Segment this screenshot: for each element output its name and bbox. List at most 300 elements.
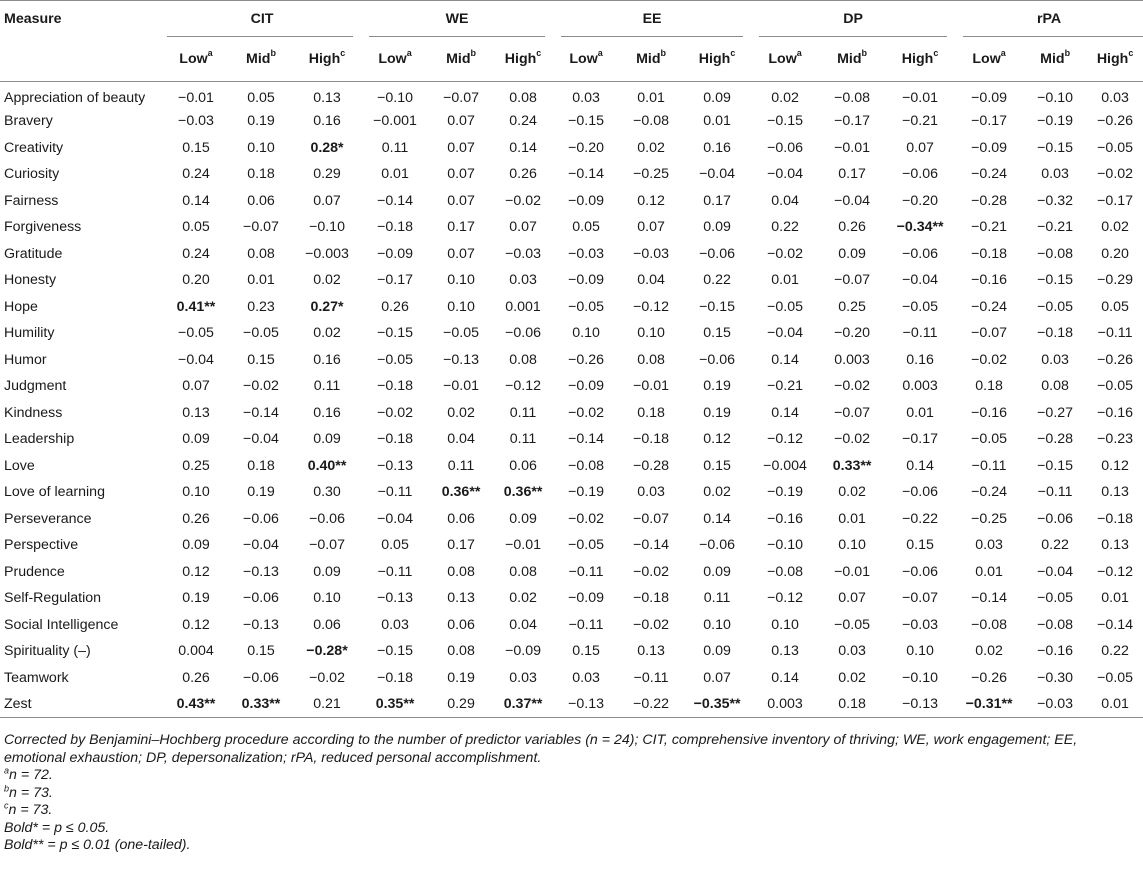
cell-value: 0.12 (703, 431, 731, 448)
cell-value: −0.12 (767, 431, 804, 448)
row-label: Fairness (4, 192, 59, 209)
cell-value: −0.06 (699, 245, 736, 262)
table-row (0, 347, 1143, 374)
cell-value: 0.10 (637, 325, 665, 342)
cell-value: −0.18 (1037, 325, 1074, 342)
cell-value: 0.05 (381, 537, 409, 554)
table-row (0, 612, 1143, 639)
cell-value: −0.23 (1097, 431, 1134, 448)
row-label: Love of learning (4, 484, 105, 501)
cell-value: 0.33** (832, 457, 872, 474)
cell-value: 0.09 (182, 537, 210, 554)
cell-value: 0.10 (771, 616, 799, 633)
cell-value: −0.06 (902, 166, 939, 183)
cell-value: −0.02 (633, 563, 670, 580)
cell-value: −0.12 (767, 590, 804, 607)
group-underline (561, 36, 743, 37)
cell-value: −0.16 (971, 404, 1008, 421)
cell-value: 0.13 (1101, 537, 1129, 554)
cell-value: 0.05 (182, 219, 210, 236)
cell-value: −0.05 (1097, 378, 1134, 395)
cell-value: −0.12 (633, 298, 670, 315)
cell-value: −0.04 (767, 166, 804, 183)
cell-value: −0.02 (971, 351, 1008, 368)
row-label: Curiosity (4, 166, 60, 183)
cell-value: −0.11 (633, 669, 669, 686)
cell-value: −0.14 (1097, 616, 1134, 633)
cell-value: 0.12 (1101, 457, 1129, 474)
cell-value: 0.14 (509, 139, 537, 156)
cell-value: −0.08 (1037, 245, 1074, 262)
cell-value: −0.03 (633, 245, 670, 262)
cell-value: −0.02 (834, 431, 871, 448)
cell-value: −0.02 (377, 404, 413, 421)
cell-value: −0.11 (971, 457, 1007, 474)
cell-value: 0.16 (906, 351, 934, 368)
cell-value: 0.07 (447, 113, 475, 130)
cell-value: 0.21 (313, 696, 341, 712)
cell-value: −0.11 (568, 563, 604, 580)
cell-value: 0.01 (637, 90, 665, 106)
cell-value: −0.09 (971, 90, 1008, 106)
cell-value: −0.17 (834, 113, 871, 130)
row-label: Perseverance (4, 510, 92, 527)
subheader-dp-low: Low$^a$ (768, 48, 802, 67)
cell-value: −0.10 (767, 537, 804, 554)
cell-value: −0.07 (633, 510, 670, 527)
cell-value: 0.43** (176, 696, 216, 712)
row-label: Self-Regulation (4, 590, 102, 607)
cell-value: −0.06 (243, 669, 279, 686)
cell-value: 0.11 (509, 404, 537, 421)
cell-value: 0.13 (182, 404, 210, 421)
row-label: Zest (4, 696, 32, 712)
cell-value: −0.03 (505, 245, 541, 262)
cell-value: −0.26 (1097, 113, 1134, 130)
cell-value: 0.03 (1101, 90, 1129, 106)
cell-value: 0.10 (313, 590, 341, 607)
table-row (0, 691, 1143, 718)
header-group-label: rPA (1037, 11, 1062, 27)
subheader-rpa-mid: Mid$^b$ (1040, 48, 1071, 67)
cell-value: −0.26 (1097, 351, 1134, 368)
cell-value: 0.03 (637, 484, 665, 501)
cell-value: −0.16 (971, 272, 1008, 289)
cell-value: −0.04 (699, 166, 736, 183)
cell-value: −0.03 (1037, 696, 1074, 712)
cell-value: 0.14 (703, 510, 731, 527)
table-row (0, 585, 1143, 612)
subheader-rpa-high: High$^c$ (1096, 48, 1134, 67)
cell-value: 0.01 (381, 166, 409, 183)
footnote-bold-01: Bold** = p ≤ 0.01 (one-tailed). (4, 837, 191, 853)
cell-value: −0.25 (633, 166, 670, 183)
cell-value: −0.15 (377, 643, 413, 660)
cell-value: −0.06 (902, 484, 939, 501)
cell-value: 0.03 (975, 537, 1003, 554)
cell-value: −0.08 (1037, 616, 1074, 633)
cell-value: 0.18 (247, 166, 275, 183)
cell-value: −0.05 (178, 325, 214, 342)
cell-value: 0.17 (838, 166, 866, 183)
cell-value: −0.04 (243, 431, 279, 448)
cell-value: −0.05 (377, 351, 413, 368)
cell-value: −0.13 (243, 563, 279, 580)
cell-value: −0.15 (568, 113, 605, 130)
cell-value: 0.11 (509, 431, 537, 448)
cell-value: 0.03 (509, 272, 537, 289)
subheader-cit-low: Low$^a$ (179, 48, 213, 67)
cell-value: 0.13 (1101, 484, 1129, 501)
cell-value: 0.08 (1041, 378, 1069, 395)
cell-value: 0.26 (381, 298, 409, 315)
cell-value: 0.02 (313, 325, 341, 342)
cell-value: 0.02 (838, 669, 866, 686)
cell-value: −0.07 (834, 272, 871, 289)
cell-value: −0.11 (377, 563, 413, 580)
cell-value: −0.34** (896, 219, 944, 236)
cell-value: −0.04 (767, 325, 804, 342)
cell-value: −0.13 (902, 696, 939, 712)
cell-value: 0.03 (838, 643, 866, 660)
cell-value: −0.19 (767, 484, 804, 501)
cell-value: 0.08 (509, 563, 537, 580)
cell-value: −0.14 (377, 192, 413, 209)
cell-value: −0.14 (971, 590, 1008, 607)
cell-value: 0.10 (703, 616, 731, 633)
cell-value: 0.25 (182, 457, 210, 474)
subheader-ee-high: High$^c$ (698, 48, 736, 67)
cell-value: −0.07 (443, 90, 479, 106)
cell-value: 0.13 (313, 90, 341, 106)
cell-value: −0.12 (1097, 563, 1134, 580)
cell-value: −0.10 (902, 669, 939, 686)
cell-value: 0.15 (247, 643, 275, 660)
cell-value: −0.04 (243, 537, 279, 554)
footnote-abbreviations: Corrected by Benjamini–Hochberg procedure according to the number of predictor variables (n = 24); CIT, comprehensive inventory of thriving; WE, work engagement; EE, emotional exhaustion; DP, depersonalization; rPA, reduced personal accomplishment. (4, 732, 1078, 766)
cell-value: 0.09 (703, 563, 731, 580)
cell-value: −0.04 (902, 272, 939, 289)
footnote-c: $^c$n = 73. (4, 800, 53, 818)
cell-value: 0.003 (902, 378, 938, 395)
header-empty (0, 37, 163, 82)
cell-value: 0.19 (447, 669, 475, 686)
cell-value: 0.06 (509, 457, 537, 474)
cell-value: 0.15 (703, 457, 731, 474)
cell-value: −0.11 (1037, 484, 1073, 501)
cell-value: −0.14 (568, 431, 605, 448)
cell-value: 0.27* (310, 298, 344, 315)
cell-value: −0.003 (305, 245, 349, 262)
cell-value: −0.02 (243, 378, 279, 395)
row-label: Teamwork (4, 669, 69, 686)
cell-value: 0.09 (703, 219, 731, 236)
cell-value: −0.02 (1097, 166, 1134, 183)
cell-value: 0.07 (182, 378, 210, 395)
cell-value: 0.10 (447, 272, 475, 289)
cell-value: −0.08 (971, 616, 1008, 633)
cell-value: −0.20 (568, 139, 605, 156)
cell-value: −0.18 (377, 378, 413, 395)
cell-value: 0.01 (906, 404, 934, 421)
table-row (0, 108, 1143, 135)
cell-value: −0.17 (377, 272, 413, 289)
cell-value: 0.01 (838, 510, 866, 527)
cell-value: −0.04 (178, 351, 214, 368)
row-label: Creativity (4, 139, 64, 156)
row-label: Bravery (4, 113, 53, 130)
cell-value: −0.21 (971, 219, 1008, 236)
cell-value: −0.09 (568, 272, 605, 289)
footnote-bold-05: Bold* = p ≤ 0.05. (4, 819, 110, 836)
table-row (0, 373, 1143, 400)
cell-value: −0.05 (568, 537, 605, 554)
cell-value: 0.09 (313, 431, 341, 448)
cell-value: 0.40** (307, 457, 347, 474)
cell-value: 0.06 (447, 510, 475, 527)
cell-value: −0.07 (309, 537, 345, 554)
cell-value: −0.09 (971, 139, 1008, 156)
subheader-we-high: High$^c$ (504, 48, 542, 67)
header-group-rpa (955, 1, 1143, 38)
header-row-subgroups (0, 37, 1143, 82)
cell-value: 0.18 (247, 457, 275, 474)
cell-value: −0.02 (309, 669, 345, 686)
cell-value: −0.01 (505, 537, 541, 554)
cell-value: −0.04 (834, 192, 871, 209)
cell-value: 0.30 (313, 484, 341, 501)
cell-value: −0.03 (178, 113, 214, 130)
table-row (0, 479, 1143, 506)
cell-value: −0.12 (505, 378, 541, 395)
cell-value: −0.10 (1037, 90, 1074, 106)
cell-value: 0.001 (505, 298, 541, 315)
cell-value: 0.09 (703, 90, 731, 106)
cell-value: −0.10 (309, 219, 345, 236)
cell-value: 0.19 (182, 590, 210, 607)
cell-value: 0.04 (447, 431, 475, 448)
row-label: Spirituality (–) (4, 643, 91, 660)
cell-value: −0.004 (763, 457, 807, 474)
cell-value: −0.19 (1037, 113, 1074, 130)
cell-value: 0.37** (503, 696, 543, 712)
cell-value: 0.07 (313, 192, 341, 209)
header-group-label: DP (843, 11, 863, 27)
table-row (0, 82, 1143, 109)
cell-value: 0.29 (447, 696, 475, 712)
cell-value: 0.07 (447, 245, 475, 262)
cell-value: 0.02 (637, 139, 665, 156)
cell-value: 0.16 (313, 404, 341, 421)
cell-value: 0.07 (509, 219, 537, 236)
cell-value: −0.05 (1097, 669, 1134, 686)
cell-value: −0.25 (971, 510, 1008, 527)
cell-value: −0.21 (1037, 219, 1074, 236)
cell-value: −0.19 (568, 484, 605, 501)
cell-value: −0.08 (633, 113, 670, 130)
cell-value: −0.20 (902, 192, 939, 209)
cell-value: 0.15 (572, 643, 600, 660)
cell-value: −0.08 (834, 90, 871, 106)
cell-value: −0.13 (443, 351, 479, 368)
cell-value: 0.14 (182, 192, 210, 209)
row-label: Gratitude (4, 245, 63, 262)
cell-value: 0.04 (771, 192, 799, 209)
cell-value: 0.08 (509, 90, 537, 106)
cell-value: 0.07 (447, 139, 475, 156)
cell-value: 0.003 (767, 696, 803, 712)
cell-value: 0.24 (182, 166, 210, 183)
cell-value: 0.07 (906, 139, 934, 156)
cell-value: −0.28 (1037, 431, 1074, 448)
table-body (0, 82, 1143, 718)
cell-value: 0.09 (313, 563, 341, 580)
cell-value: −0.02 (834, 378, 871, 395)
cell-value: −0.21 (902, 113, 939, 130)
cell-value: 0.09 (182, 431, 210, 448)
cell-value: −0.28 (633, 457, 670, 474)
cell-value: −0.18 (633, 431, 670, 448)
cell-value: −0.15 (699, 298, 736, 315)
cell-value: 0.004 (178, 643, 214, 660)
cell-value: −0.09 (568, 590, 605, 607)
table-row (0, 400, 1143, 427)
table-row (0, 665, 1143, 692)
cell-value: 0.19 (247, 484, 275, 501)
row-label: Humor (4, 351, 47, 368)
cell-value: 0.02 (447, 404, 475, 421)
cell-value: 0.15 (703, 325, 731, 342)
subheader-cit-high: High$^c$ (308, 48, 346, 67)
cell-value: 0.01 (703, 113, 731, 130)
cell-value: 0.12 (637, 192, 665, 209)
cell-value: −0.13 (243, 616, 279, 633)
cell-value: −0.05 (971, 431, 1008, 448)
row-label: Social Intelligence (4, 616, 119, 633)
subheader-ee-mid: Mid$^b$ (636, 48, 667, 67)
cell-value: 0.26 (509, 166, 537, 183)
cell-value: 0.08 (509, 351, 537, 368)
cell-value: −0.13 (377, 590, 413, 607)
cell-value: 0.10 (182, 484, 210, 501)
cell-value: 0.07 (637, 219, 665, 236)
table-row (0, 161, 1143, 188)
cell-value: −0.06 (243, 510, 279, 527)
cell-value: −0.07 (902, 590, 939, 607)
table-footnotes (0, 718, 1143, 855)
cell-value: 0.13 (637, 643, 665, 660)
cell-value: −0.05 (568, 298, 605, 315)
cell-value: −0.22 (633, 696, 670, 712)
header-group-cit (163, 1, 361, 38)
table-row (0, 135, 1143, 162)
cell-value: 0.22 (1101, 643, 1129, 660)
header-group-ee (553, 1, 751, 38)
subheader-we-mid: Mid$^b$ (446, 48, 476, 67)
cell-value: 0.11 (447, 457, 475, 474)
subheader-we-low: Low$^a$ (378, 48, 412, 67)
cell-value: 0.18 (975, 378, 1003, 395)
table-row (0, 532, 1143, 559)
cell-value: 0.14 (771, 351, 799, 368)
cell-value: 0.02 (509, 590, 537, 607)
cell-value: 0.16 (703, 139, 731, 156)
cell-value: −0.06 (505, 325, 541, 342)
cell-value: 0.15 (906, 537, 934, 554)
cell-value: −0.31** (965, 696, 1013, 712)
cell-value: −0.07 (834, 404, 871, 421)
cell-value: −0.21 (767, 378, 804, 395)
cell-value: −0.06 (902, 245, 939, 262)
cell-value: −0.26 (971, 669, 1008, 686)
cell-value: 0.15 (182, 139, 210, 156)
cell-value: 0.03 (1041, 351, 1069, 368)
cell-value: −0.16 (767, 510, 804, 527)
cell-value: −0.14 (633, 537, 670, 554)
table-row (0, 214, 1143, 241)
table-row (0, 241, 1143, 268)
cell-value: 0.06 (247, 192, 275, 209)
cell-value: 0.04 (637, 272, 665, 289)
cell-value: −0.11 (568, 616, 604, 633)
header-group-label: CIT (250, 11, 274, 27)
group-underline (369, 36, 545, 37)
cell-value: −0.001 (373, 113, 417, 130)
row-label: Humility (4, 325, 55, 342)
cell-value: −0.16 (1037, 643, 1074, 660)
cell-value: −0.24 (971, 166, 1008, 183)
cell-value: 0.26 (182, 510, 210, 527)
cell-value: −0.15 (377, 325, 413, 342)
cell-value: −0.05 (834, 616, 871, 633)
cell-value: 0.17 (447, 219, 475, 236)
group-underline (759, 36, 947, 37)
cell-value: −0.07 (243, 219, 279, 236)
cell-value: −0.09 (568, 378, 605, 395)
cell-value: −0.04 (377, 510, 413, 527)
cell-value: 0.01 (1101, 696, 1129, 712)
cell-value: 0.08 (447, 563, 475, 580)
cell-value: −0.03 (902, 616, 939, 633)
cell-value: −0.06 (699, 351, 736, 368)
cell-value: −0.18 (1097, 510, 1134, 527)
cell-value: −0.17 (902, 431, 939, 448)
cell-value: −0.05 (767, 298, 804, 315)
cell-value: 0.08 (247, 245, 275, 262)
cell-value: −0.17 (971, 113, 1008, 130)
cell-value: 0.12 (182, 563, 210, 580)
cell-value: −0.11 (377, 484, 413, 501)
cell-value: −0.06 (309, 510, 345, 527)
cell-value: −0.05 (243, 325, 279, 342)
header-group-label: EE (642, 11, 662, 27)
cell-value: 0.22 (1041, 537, 1069, 554)
cell-value: 0.24 (182, 245, 210, 262)
cell-value: 0.03 (381, 616, 409, 633)
row-label: Appreciation of beauty (4, 90, 146, 106)
cell-value: 0.36** (441, 484, 481, 501)
cell-value: −0.18 (377, 669, 413, 686)
cell-value: −0.10 (377, 90, 413, 106)
cell-value: 0.19 (247, 113, 275, 130)
cell-value: −0.35** (693, 696, 741, 712)
cell-value: 0.35** (375, 696, 415, 712)
cell-value: −0.02 (568, 510, 605, 527)
cell-value: 0.09 (509, 510, 537, 527)
table-row (0, 426, 1143, 453)
cell-value: −0.06 (699, 537, 736, 554)
cell-value: −0.01 (443, 378, 479, 395)
